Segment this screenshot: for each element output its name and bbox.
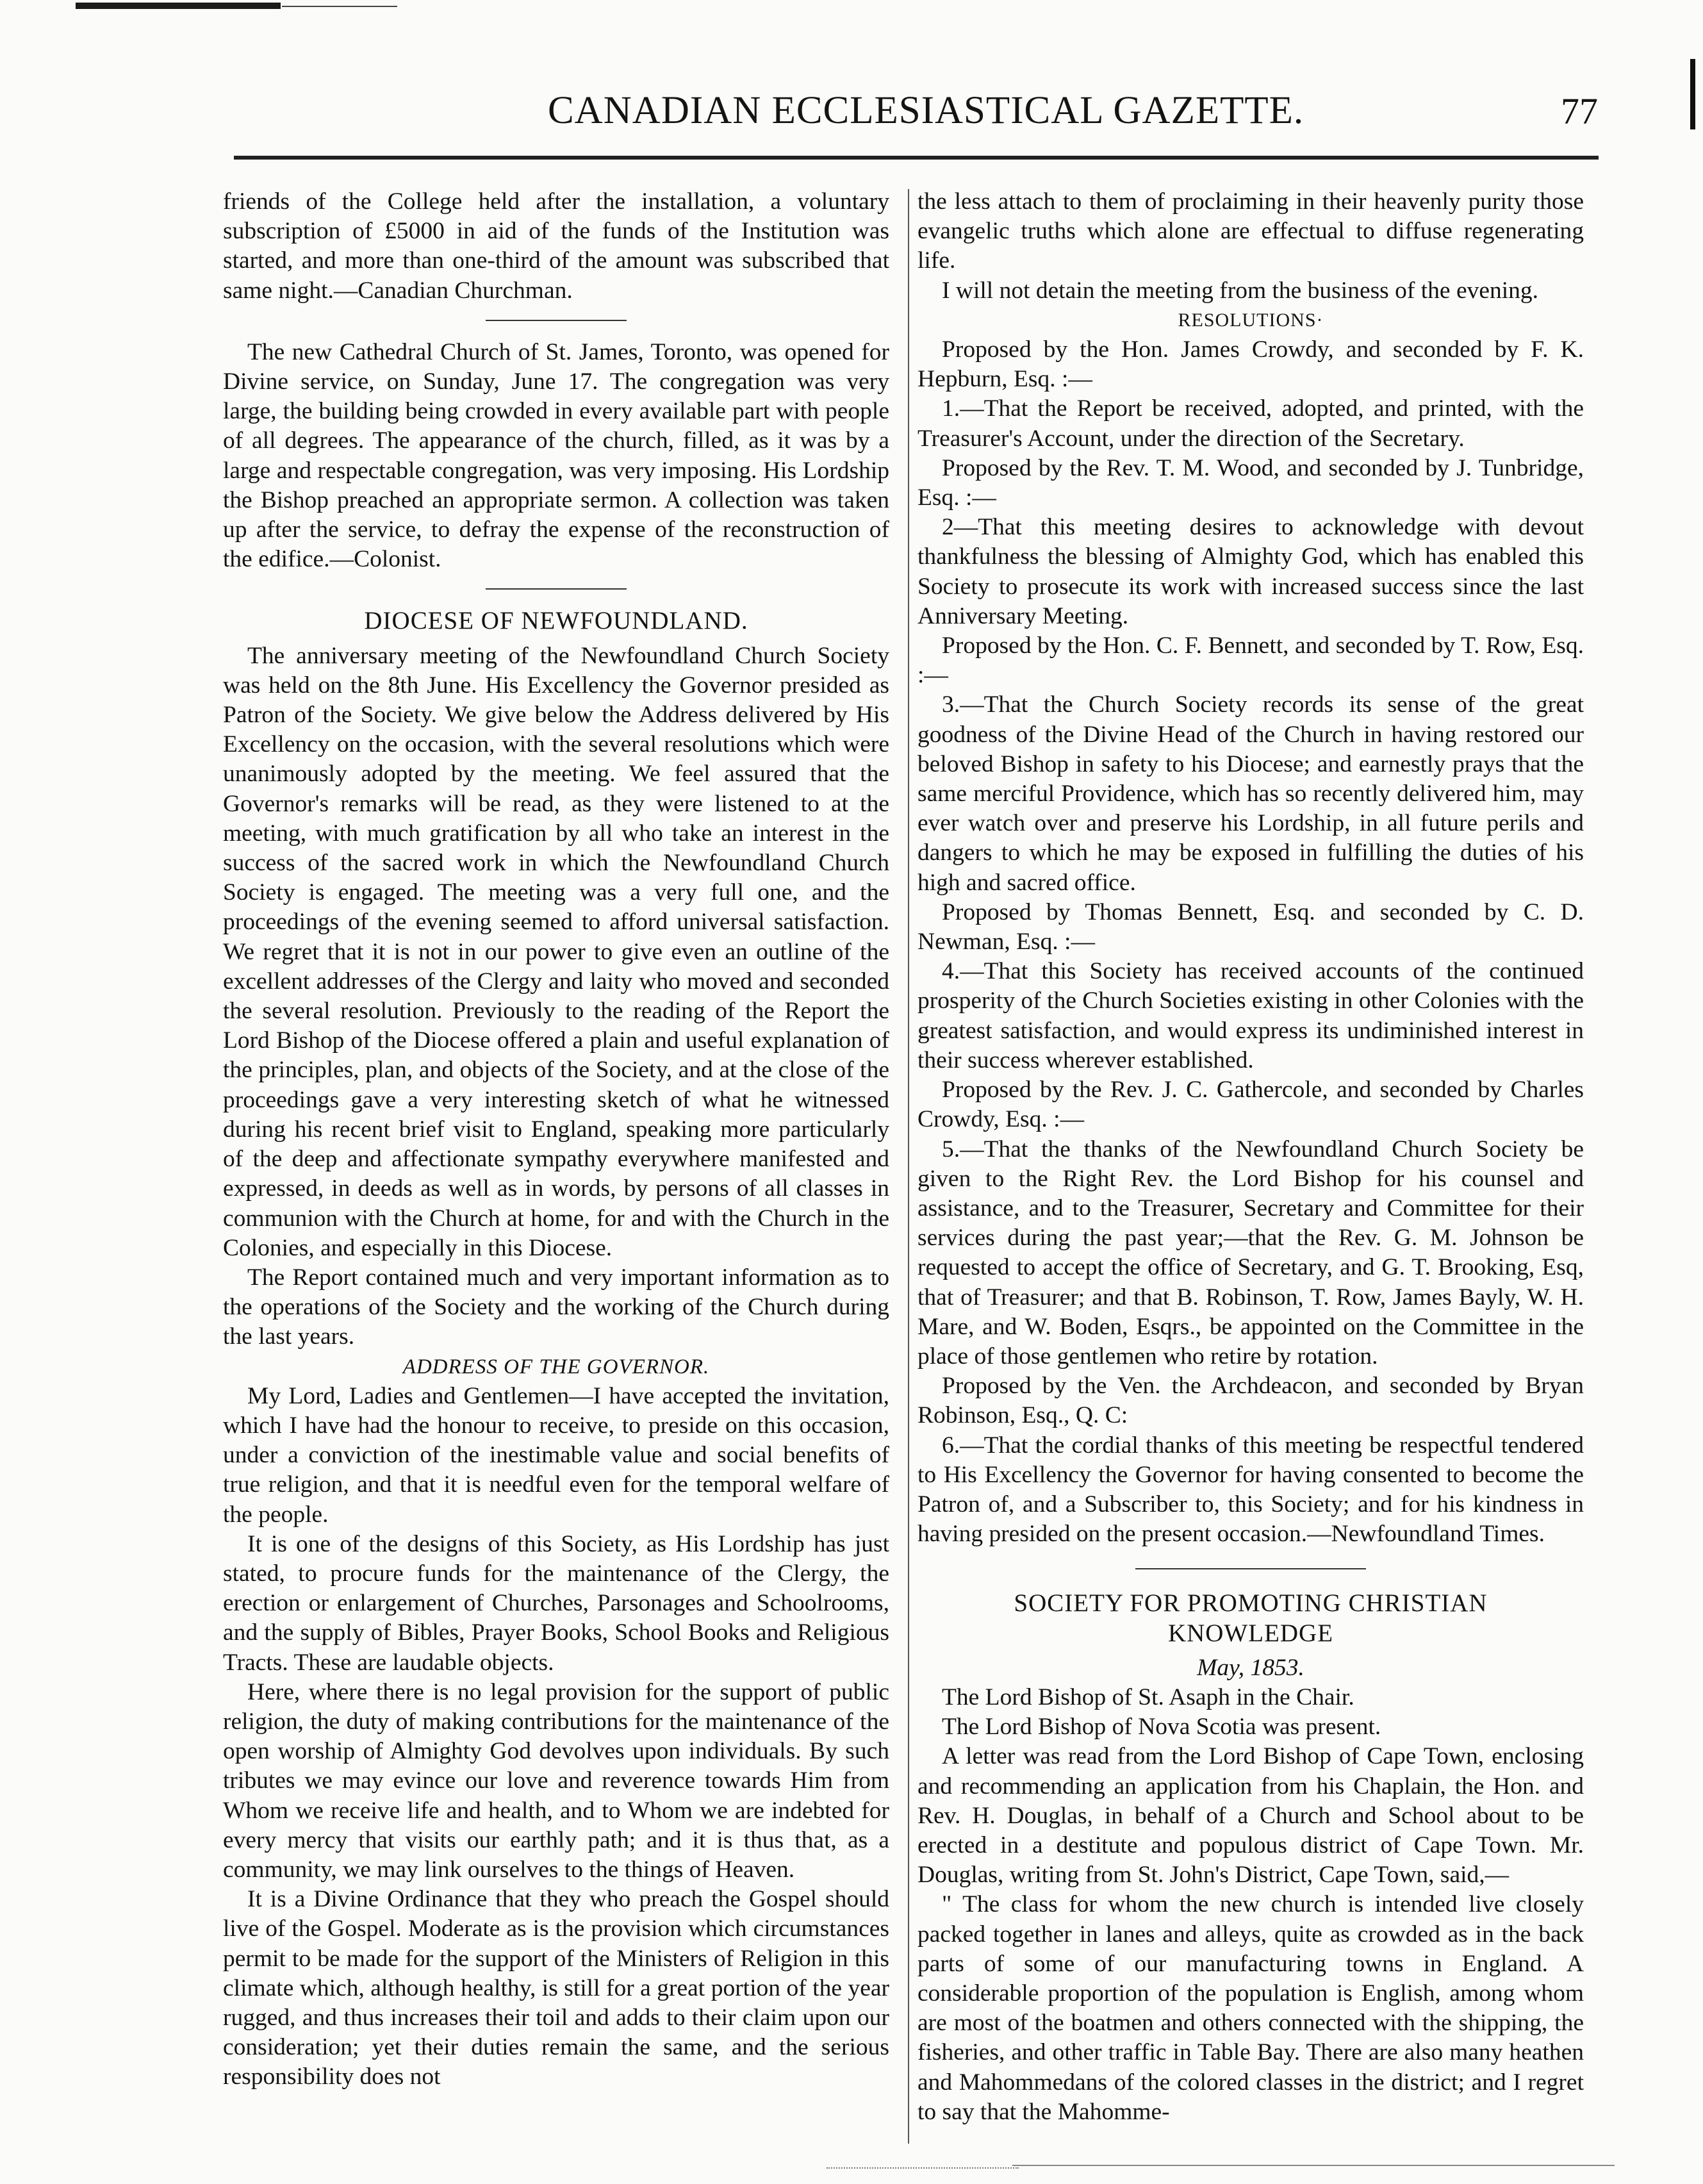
resolution-text: 4.—That this Society has received accounts of the continued prosperity of the Church Societies existing in other Colonies with the greatest satisfaction, and would express its undiminished interest in their success wherever established. bbox=[917, 958, 1584, 1073]
paragraph: The Report contained much and very important information as to the operations of the Society and the working of the Church during the last years. bbox=[223, 1264, 889, 1350]
top-edge-rule bbox=[76, 3, 281, 9]
resolution-text: 6.—That the cordial thanks of this meeting be respectful tendered to His Excellency the Governor for having consented to become the Patron of, and a Subscriber to, this Society; and for his kindness in having presided on the present occasion.—Newfoundland Times. bbox=[917, 1432, 1584, 1548]
paragraph: My Lord, Ladies and Gentlemen—I have accepted the invitation, which I have had the honour to receive, to preside on this occasion, under a conviction of the inestimable value and social benefits of true religion, and that it is needful even for the temporal welfare of the people. bbox=[223, 1382, 889, 1528]
resolution-proposer: Proposed by Thomas Bennett, Esq. and seconded by C. D. Newman, Esq. :— bbox=[917, 898, 1584, 956]
paragraph: The Lord Bishop of St. Asaph in the Chair. bbox=[942, 1684, 1354, 1710]
page-number: 77 bbox=[1561, 90, 1598, 132]
paragraph: The Lord Bishop of Nova Scotia was present. bbox=[942, 1714, 1381, 1741]
header-rule bbox=[234, 156, 1599, 160]
resolution-proposer: Proposed by the Ven. the Archdeacon, and seconded by Bryan Robinson, Esq., Q. C: bbox=[917, 1373, 1584, 1429]
resolution-text: 1.—That the Report be received, adopted, and printed, with the Treasurer's Account, under the direction of the Secretary. bbox=[917, 395, 1584, 452]
paragraph: The anniversary meeting of the Newfoundland Church Society was held on the 8th June. His Excellency the Governor presided as Patron of the Society. We give below the Address delivered by His Excellency on the occasion, with the several resolutions which were unanimously adopted by the meeting. We feel assured that the Governor's remarks will be read, as they were listened to at the meeting, with much gratification by all who take an interest in the success of the sacred work in which the Newfoundland Church Society is engaged. The meeting was a very full one, and the proceedings of the evening seemed to afford universal satisfaction. We regret that it is not in our power to give even an outline of the excellent addresses of the Clergy and laity who moved and seconded the several resolution. Previously to the reading of the Report the Lord Bishop of the Diocese offered a plain and useful explanation of the principles, plan, and objects of the Society, and at the close of the proceedings gave a very interesting sketch of what he witnessed during his recent brief visit to England, speaking more particularly of the deep and affectionate sympathy everywhere manifested and expressed, in deeds as well as in words, by persons of all classes in communion with the Church at home, for and with the Church in the Colonies, and especially in this Diocese. bbox=[223, 642, 889, 1261]
section-heading-diocese: DIOCESE OF NEWFOUNDLAND. bbox=[364, 607, 748, 635]
column-divider bbox=[908, 189, 909, 2144]
section-separator bbox=[1135, 1568, 1366, 1569]
section-heading-society-line2: KNOWLEDGE bbox=[1167, 1619, 1334, 1647]
left-column bbox=[223, 187, 889, 2092]
section-heading-address: ADDRESS OF THE GOVERNOR. bbox=[402, 1355, 710, 1378]
paragraph: The new Cathedral Church of St. James, Toronto, was opened for Divine service, on Sunday, June 17. The congregation was very large, the building being crowded in every available part with people of all degrees. The appearance of the church, filled, as it was by a large and respectable congregation, was very imposing. His Lordship the Bishop preached an appropriate sermon. A collection was taken up after the service, to defray the expense of the reconstruction of the edifice.—Colonist. bbox=[223, 338, 889, 573]
resolution-text: 5.—That the thanks of the Newfoundland Church Society be given to the Right Rev. the Lord Bishop for his counsel and assistance, and to the Treasurer, Secretary and Committee for their services during the past year;—that the Rev. G. M. Johnson be requested to accept the office of Secretary, and G. T. Brooking, Esq, that of Treasurer; and that B. Robinson, T. Row, James Bayly, W. H. Mare, and W. Boden, Esqrs., be appointed on the Committee in the place of those gentlemen who retire by rotation. bbox=[917, 1136, 1584, 1369]
paragraph: A letter was read from the Lord Bishop of Cape Town, enclosing and recommending an application from his Chaplain, the Hon. and Rev. H. Douglas, in behalf of a Church and School about to be erected in a destitute and populous district of Cape Town. Mr. Douglas, writing from St. John's District, Cape Town, said,— bbox=[917, 1743, 1584, 1889]
running-title: CANADIAN ECCLESIASTICAL GAZETTE. bbox=[548, 89, 1304, 132]
right-column bbox=[917, 187, 1584, 2127]
section-separator bbox=[486, 320, 627, 321]
section-heading-society: SOCIETY FOR PROMOTING CHRISTIAN bbox=[1014, 1589, 1488, 1617]
section-heading-resolutions: RESOLUTIONS· bbox=[1178, 309, 1324, 331]
page-header bbox=[0, 83, 1703, 135]
resolution-proposer: Proposed by the Rev. J. C. Gathercole, and seconded by Charles Crowdy, Esq. :— bbox=[917, 1077, 1584, 1133]
bottom-dotted-rule bbox=[827, 2167, 1019, 2169]
resolution-proposer: Proposed by the Hon. C. F. Bennett, and seconded by T. Row, Esq. :— bbox=[917, 633, 1584, 689]
top-edge-rule-thin bbox=[282, 6, 397, 7]
paragraph: the less attach to them of proclaiming in their heavenly purity those evangelic truths which alone are effectual to diffuse regenerating life. bbox=[917, 188, 1584, 274]
bottom-rule bbox=[1012, 2165, 1615, 2166]
paragraph: Here, where there is no legal provision for the support of public religion, the duty of making contributions for the maintenance of the open worship of Almighty God devolves upon individuals. By such tributes we may evince our love and reverence towards Him from Whom we receive life and health, and to Whom we are indebted for every mercy that visits our earthly path; and it is thus that, as a community, we may link ourselves to the things of Heaven. bbox=[223, 1678, 889, 1883]
resolution-proposer: Proposed by the Hon. James Crowdy, and seconded by F. K. Hepburn, Esq. :— bbox=[917, 336, 1584, 393]
resolution-text: 2—That this meeting desires to acknowledge with devout thankfulness the blessing of Almighty God, which has enabled this Society to prosecute its work with increased success since the last Anniversary Meeting. bbox=[917, 514, 1584, 629]
paragraph: friends of the College held after the installation, a voluntary subscription of £5000 in aid of the funds of the Institution was started, and more than one-third of the amount was subscribed that same night.—Canadian Churchman. bbox=[223, 188, 889, 304]
paragraph: I will not detain the meeting from the business of the evening. bbox=[942, 277, 1539, 304]
paragraph: It is one of the designs of this Society, as His Lordship has just stated, to procure funds for the maintenance of the Clergy, the erection or enlargement of Churches, Parsonages and Schoolrooms, and the supply of Bibles, Prayer Books, School Books and Religious Tracts. These are laudable objects. bbox=[223, 1530, 889, 1676]
resolution-proposer: Proposed by the Rev. T. M. Wood, and seconded by J. Tunbridge, Esq. :— bbox=[917, 454, 1584, 511]
paragraph: " The class for whom the new church is intended live closely packed together in lanes and alleys, quite as crowded as in the back parts of some of our manufacturing towns in England. A considerable proportion of the population is English, among whom are most of the boatmen and others connected with the shipping, the fisheries, and other traffic in Table Bay. There are also many heathen and Mahommedans of the colored classes in the district; and I regret to say that the Mahomme- bbox=[917, 1891, 1584, 2125]
paragraph: It is a Divine Ordinance that they who preach the Gospel should live of the Gospel. Moderate as is the provision which circumstances permit to be made for the support of the Ministers of Religion in this climate which, although healthy, is still for a great portion of the year rugged, and thus increases their toil and adds to their claim upon our consideration; yet their duties remain the same, and the serious responsibility does not bbox=[223, 1886, 889, 2090]
dateline: May, 1853. bbox=[1197, 1654, 1304, 1681]
section-separator bbox=[486, 588, 627, 590]
resolution-text: 3.—That the Church Society records its sense of the great goodness of the Divine Head of the Church in having restored our beloved Bishop in safety to his Diocese; and earnestly prays that the same merciful Providence, which has so recently delivered him, may ever watch over and preserve his Lordship, in all future perils and dangers to which he may be exposed in fulfilling the duties of his high and sacred office. bbox=[917, 691, 1584, 896]
